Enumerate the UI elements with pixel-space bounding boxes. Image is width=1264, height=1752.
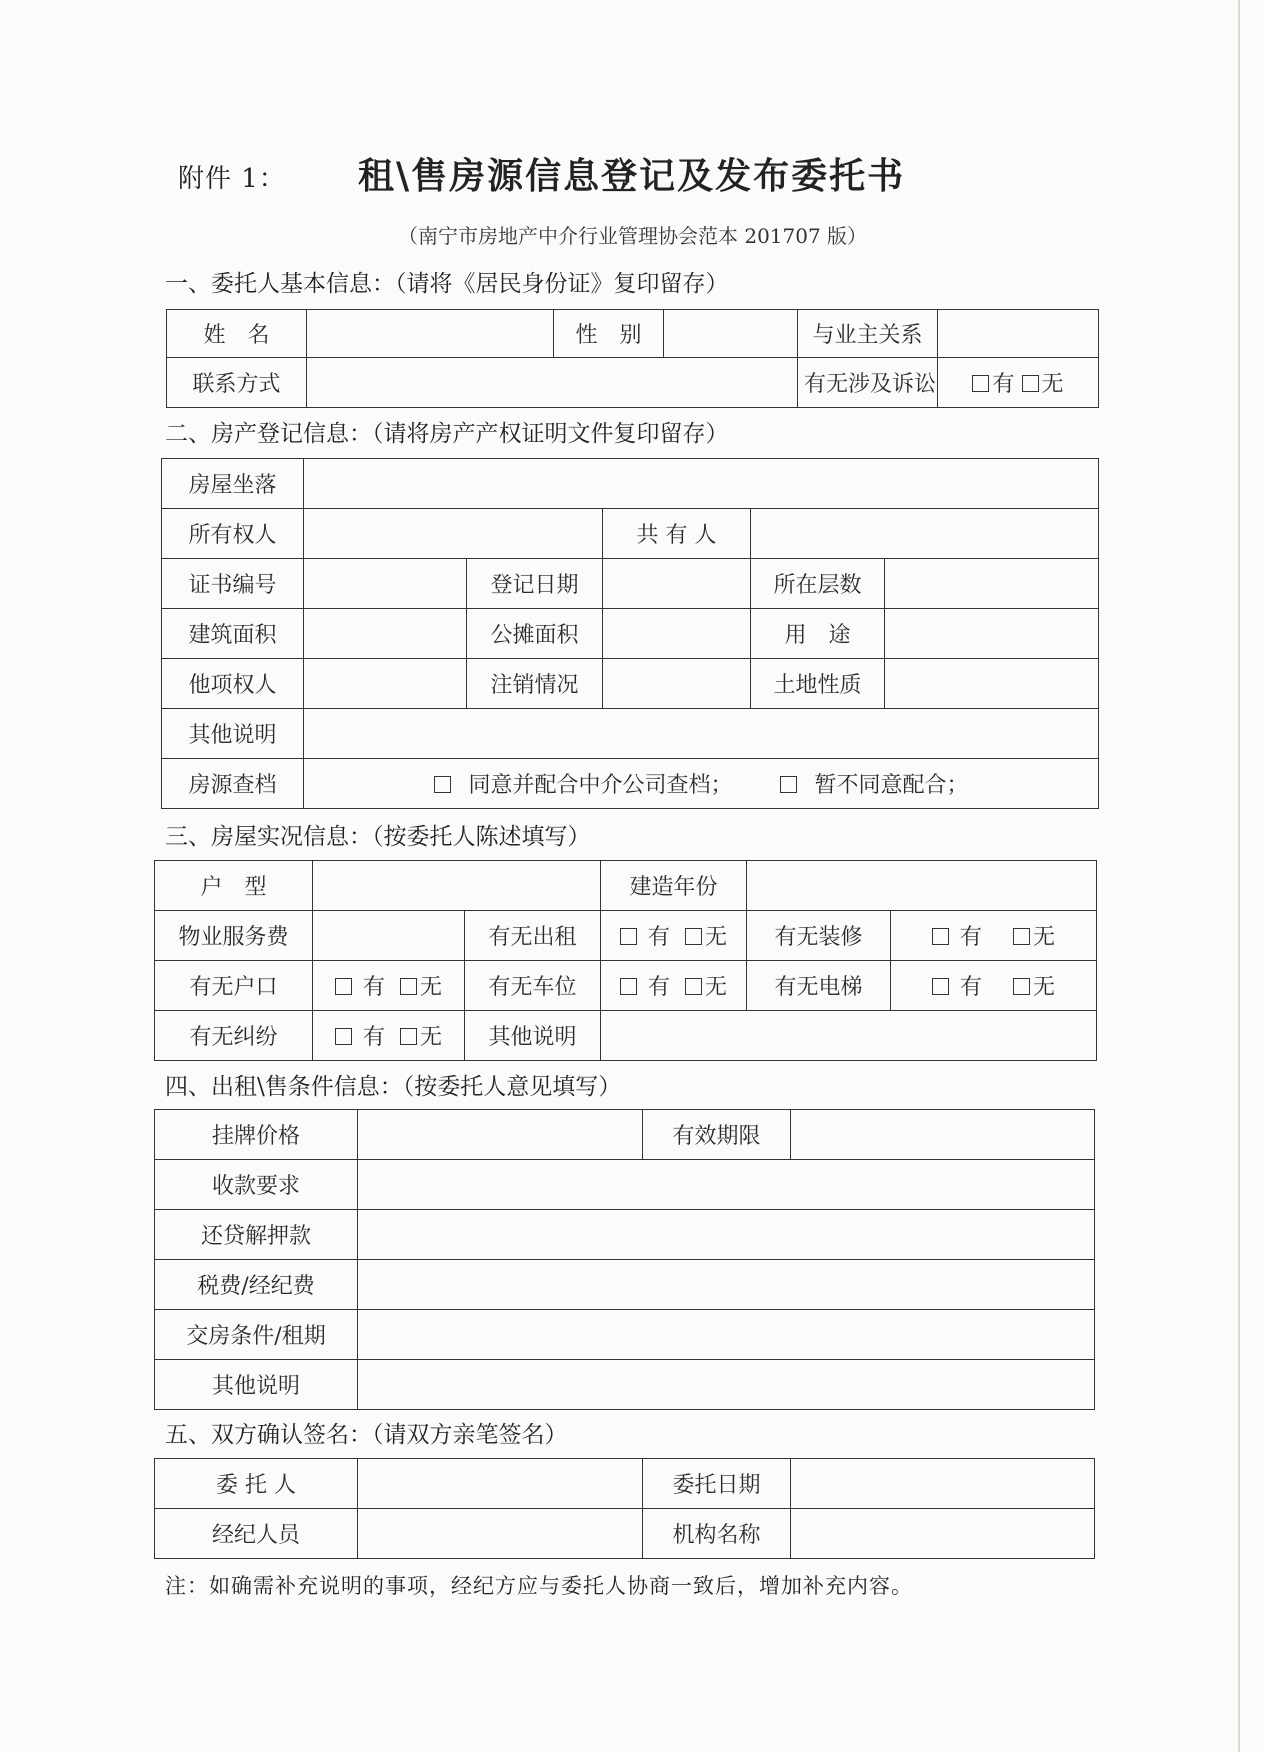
contact-label: 联系方式	[167, 358, 307, 408]
cancel-field[interactable]	[603, 659, 751, 709]
validity-field[interactable]	[791, 1110, 1095, 1160]
layout-field[interactable]	[313, 861, 601, 911]
hukou-label: 有无户口	[155, 961, 313, 1011]
year-field[interactable]	[747, 861, 1097, 911]
payment-label: 收款要求	[155, 1160, 358, 1210]
hukou-yes-checkbox[interactable]	[335, 978, 352, 995]
other-field[interactable]	[304, 709, 1099, 759]
document-subtitle: （南宁市房地产中介行业管理协会范本 201707 版）	[398, 224, 868, 248]
shared-area-field[interactable]	[603, 609, 751, 659]
decoration-yes-checkbox[interactable]	[932, 928, 949, 945]
section-4-heading: 四、出租\售条件信息：（按委托人意见填写）	[165, 1074, 622, 1100]
location-field[interactable]	[304, 459, 1099, 509]
hukou-options	[313, 961, 465, 1011]
name-field[interactable]	[307, 310, 554, 358]
decoration-label: 有无装修	[747, 911, 891, 961]
price-field[interactable]	[358, 1110, 643, 1160]
archive-options	[304, 759, 1099, 809]
footnote: 注：如确需补充说明的事项，经纪方应与委托人协商一致后，增加补充内容。	[165, 1574, 913, 1598]
option-label: 有	[362, 975, 385, 1000]
condition-other-field[interactable]	[601, 1011, 1097, 1061]
section-1-heading: 一、委托人基本信息：（请将《居民身份证》复印留存）	[165, 271, 729, 297]
price-label: 挂牌价格	[155, 1110, 358, 1160]
rented-options	[601, 911, 747, 961]
floor-field[interactable]	[885, 559, 1099, 609]
rented-no-checkbox[interactable]	[685, 928, 702, 945]
loan-label: 还贷解押款	[155, 1210, 358, 1260]
option-label: 无	[705, 975, 728, 1000]
agent-sign-label: 经纪人员	[155, 1509, 358, 1559]
owner-field[interactable]	[304, 509, 603, 559]
client-sign-field[interactable]	[358, 1459, 643, 1509]
option-label: 有	[959, 975, 982, 1000]
terms-other-label: 其他说明	[155, 1360, 358, 1410]
client-sign-label: 委 托 人	[155, 1459, 358, 1509]
section-2-heading: 二、房产登记信息：（请将房产产权证明文件复印留存）	[165, 421, 729, 447]
payment-field[interactable]	[358, 1160, 1095, 1210]
archive-label: 房源查档	[162, 759, 304, 809]
name-label: 姓 名	[167, 310, 307, 358]
dispute-no-checkbox[interactable]	[400, 1028, 417, 1045]
year-label: 建造年份	[601, 861, 747, 911]
sale-conditions-table	[154, 1109, 1095, 1410]
build-area-label: 建筑面积	[162, 609, 304, 659]
gender-field[interactable]	[664, 310, 798, 358]
lawsuit-yes-checkbox[interactable]	[972, 375, 989, 392]
elevator-no-checkbox[interactable]	[1013, 978, 1030, 995]
signature-table	[154, 1458, 1095, 1559]
option-label: 无	[1041, 372, 1064, 397]
option-label: 有	[647, 975, 670, 1000]
document-title: 租\售房源信息登记及发布委托书	[358, 155, 906, 197]
property-registration-table	[161, 458, 1099, 809]
decoration-options	[891, 911, 1097, 961]
rented-label: 有无出租	[465, 911, 601, 961]
option-label: 有	[992, 372, 1015, 397]
reg-date-label: 登记日期	[467, 559, 603, 609]
parking-no-checkbox[interactable]	[685, 978, 702, 995]
usage-label: 用 途	[751, 609, 885, 659]
co-owner-field[interactable]	[751, 509, 1099, 559]
org-field[interactable]	[791, 1509, 1095, 1559]
cancel-label: 注销情况	[467, 659, 603, 709]
dispute-yes-checkbox[interactable]	[335, 1028, 352, 1045]
contact-field[interactable]	[307, 358, 798, 408]
location-label: 房屋坐落	[162, 459, 304, 509]
option-label: 有	[362, 1025, 385, 1050]
lawsuit-label: 有无涉及诉讼	[798, 358, 938, 408]
cert-no-field[interactable]	[304, 559, 467, 609]
terms-other-field[interactable]	[358, 1360, 1095, 1410]
date-label: 委托日期	[643, 1459, 791, 1509]
page-edge-line	[1238, 0, 1240, 1752]
parking-options	[601, 961, 747, 1011]
other-rights-field[interactable]	[304, 659, 467, 709]
date-field[interactable]	[791, 1459, 1095, 1509]
land-label: 土地性质	[751, 659, 885, 709]
usage-field[interactable]	[885, 609, 1099, 659]
condition-other-label: 其他说明	[465, 1011, 601, 1061]
owner-label: 所有权人	[162, 509, 304, 559]
tax-label: 税费/经纪费	[155, 1260, 358, 1310]
dispute-label: 有无纠纷	[155, 1011, 313, 1061]
section-5-heading: 五、双方确认签名：（请双方亲笔签名）	[165, 1422, 568, 1448]
option-label: 无	[1033, 975, 1056, 1000]
archive-agree-label: 同意并配合中介公司查档；	[468, 773, 733, 798]
client-info-table	[166, 309, 1099, 408]
relation-field[interactable]	[938, 310, 1099, 358]
property-fee-label: 物业服务费	[155, 911, 313, 961]
loan-field[interactable]	[358, 1210, 1095, 1260]
co-owner-label: 共 有 人	[603, 509, 751, 559]
dispute-options	[313, 1011, 465, 1061]
archive-agree-checkbox[interactable]	[434, 776, 451, 793]
other-label: 其他说明	[162, 709, 304, 759]
other-rights-label: 他项权人	[162, 659, 304, 709]
parking-label: 有无车位	[465, 961, 601, 1011]
property-condition-table	[154, 860, 1097, 1061]
option-label: 有	[959, 925, 982, 950]
annex-label: 附件 1：	[178, 164, 286, 194]
validity-label: 有效期限	[643, 1110, 791, 1160]
agent-sign-field[interactable]	[358, 1509, 643, 1559]
shared-area-label: 公摊面积	[467, 609, 603, 659]
archive-disagree-label: 暂不同意配合；	[814, 773, 969, 798]
elevator-yes-checkbox[interactable]	[932, 978, 949, 995]
option-label: 无	[705, 925, 728, 950]
option-label: 有	[647, 925, 670, 950]
tax-field[interactable]	[358, 1260, 1095, 1310]
elevator-label: 有无电梯	[747, 961, 891, 1011]
option-label: 无	[420, 975, 443, 1000]
floor-label: 所在层数	[751, 559, 885, 609]
reg-date-field[interactable]	[603, 559, 751, 609]
org-label: 机构名称	[643, 1509, 791, 1559]
relation-label: 与业主关系	[798, 310, 938, 358]
option-label: 无	[1033, 925, 1056, 950]
hukou-no-checkbox[interactable]	[400, 978, 417, 995]
layout-label: 户 型	[155, 861, 313, 911]
lawsuit-no-checkbox[interactable]	[1022, 375, 1039, 392]
elevator-options	[891, 961, 1097, 1011]
section-3-heading: 三、房屋实况信息：（按委托人陈述填写）	[165, 824, 591, 850]
rented-yes-checkbox[interactable]	[620, 928, 637, 945]
gender-label: 性 别	[554, 310, 664, 358]
cert-no-label: 证书编号	[162, 559, 304, 609]
decoration-no-checkbox[interactable]	[1013, 928, 1030, 945]
handover-field[interactable]	[358, 1310, 1095, 1360]
build-area-field[interactable]	[304, 609, 467, 659]
lawsuit-options	[938, 358, 1099, 408]
parking-yes-checkbox[interactable]	[620, 978, 637, 995]
land-field[interactable]	[885, 659, 1099, 709]
handover-label: 交房条件/租期	[155, 1310, 358, 1360]
option-label: 无	[420, 1025, 443, 1050]
property-fee-field[interactable]	[313, 911, 465, 961]
archive-disagree-checkbox[interactable]	[780, 776, 797, 793]
